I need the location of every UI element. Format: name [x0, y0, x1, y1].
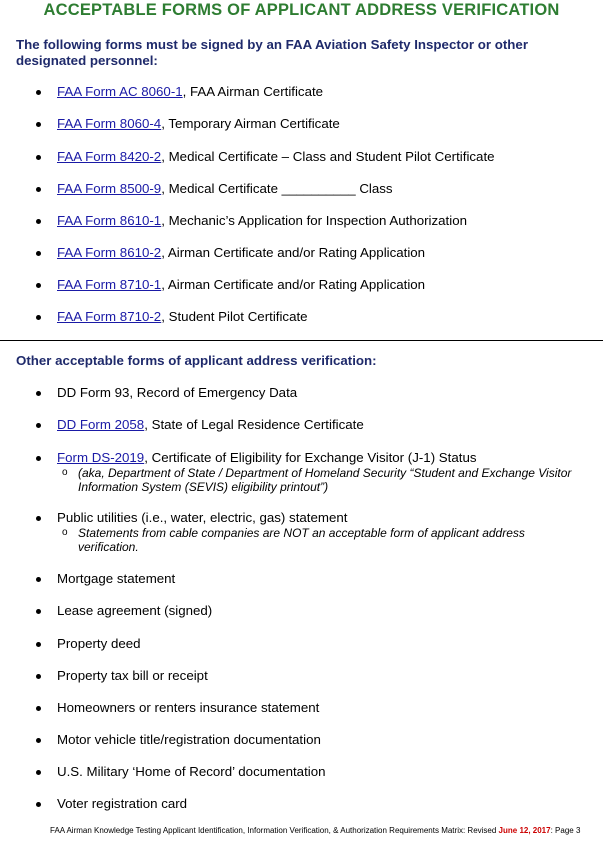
- list-item: [57, 603, 587, 619]
- bullet-icon: [36, 456, 41, 461]
- list-item-text: Homeowners or renters insurance statement: [57, 700, 320, 715]
- bullet-icon: [36, 706, 41, 711]
- section-heading-other-forms: Other acceptable forms of applicant address verification:: [16, 353, 377, 368]
- bullet-icon: [36, 674, 41, 679]
- list-item-text: , Student Pilot Certificate: [161, 309, 308, 324]
- list-item: [57, 417, 587, 433]
- list-item-text: , Mechanic’s Application for Inspection Authorization: [161, 213, 467, 228]
- bullet-icon: [36, 90, 41, 95]
- list-item: [57, 245, 587, 261]
- bullet-icon: [36, 770, 41, 775]
- bullet-icon: [36, 283, 41, 288]
- bullet-icon: [36, 609, 41, 614]
- bullet-icon: [36, 391, 41, 396]
- footer-page-number: : Page 3: [550, 826, 581, 835]
- form-link[interactable]: DD Form 2058: [57, 417, 145, 432]
- list-item-text: Mortgage statement: [57, 571, 176, 586]
- list-item: [57, 636, 587, 652]
- section-divider: [0, 340, 603, 341]
- list-item: [57, 385, 587, 401]
- list-item: [57, 571, 587, 587]
- form-link[interactable]: FAA Form 8610-1: [57, 213, 162, 228]
- form-link[interactable]: FAA Form 8710-1: [57, 277, 162, 292]
- bullet-icon: [36, 423, 41, 428]
- bullet-icon: [36, 802, 41, 807]
- list-item: [57, 796, 587, 812]
- list-item-text: , Temporary Airman Certificate: [161, 116, 340, 131]
- list-item-text: , FAA Airman Certificate: [182, 84, 324, 99]
- list-item-text: Public utilities (i.e., water, electric, gas) statement: [57, 510, 348, 525]
- list-item: [57, 700, 587, 716]
- bullet-icon: [36, 251, 41, 256]
- list-item: [57, 149, 587, 165]
- list-item-text: , Airman Certificate and/or Rating Application: [161, 277, 426, 292]
- bullet-icon: [36, 122, 41, 127]
- bullet-icon: [36, 315, 41, 320]
- list-item-text: , Certificate of Eligibility for Exchange Visitor (J-1) Status: [144, 450, 477, 465]
- bullet-icon: [36, 219, 41, 224]
- list-item: [57, 277, 587, 293]
- list-item: [57, 732, 587, 748]
- list-item: [57, 450, 587, 466]
- list-item-text: , Airman Certificate and/or Rating Application: [161, 245, 426, 260]
- sub-item-text: Statements from cable companies are NOT an acceptable form of applicant address verification.: [78, 526, 525, 554]
- form-link[interactable]: FAA Form 8710-2: [57, 309, 162, 324]
- bullet-icon: [36, 738, 41, 743]
- sub-bullet-icon: o: [62, 467, 68, 478]
- list-item-text: U.S. Military ‘Home of Record’ documentation: [57, 764, 326, 779]
- list-item: [57, 181, 587, 197]
- list-item-text: , Medical Certificate – Class and Student Pilot Certificate: [161, 149, 495, 164]
- bullet-icon: [36, 155, 41, 160]
- form-link[interactable]: FAA Form 8060-4: [57, 116, 162, 131]
- sub-item: [62, 526, 578, 554]
- list-item: [57, 668, 587, 684]
- list-item: [57, 213, 587, 229]
- page-title: ACCEPTABLE FORMS OF APPLICANT ADDRESS VERIFICATION: [43, 1, 560, 19]
- page-footer: [50, 826, 580, 835]
- list-item: [57, 309, 587, 325]
- list-item-text: , State of Legal Residence Certificate: [144, 417, 364, 432]
- list-item: [57, 116, 587, 132]
- sub-item-text: (aka, Department of State / Department of Homeland Security “Student and Exchange Visitor Information System (SEVIS) eligibility printout”): [78, 466, 572, 494]
- list-item-text: Property tax bill or receipt: [57, 668, 208, 683]
- bullet-icon: [36, 516, 41, 521]
- footer-revised-date: June 12, 2017: [498, 826, 551, 835]
- list-item-text: Motor vehicle title/registration documentation: [57, 732, 321, 747]
- list-item-text: Voter registration card: [57, 796, 188, 811]
- list-item-text: , Medical Certificate __________ Class: [161, 181, 393, 196]
- form-link[interactable]: Form DS-2019: [57, 450, 145, 465]
- form-link[interactable]: FAA Form 8610-2: [57, 245, 162, 260]
- form-link[interactable]: FAA Form AC 8060-1: [57, 84, 183, 99]
- list-item-text: Property deed: [57, 636, 141, 651]
- form-link[interactable]: FAA Form 8500-9: [57, 181, 162, 196]
- list-item: [57, 510, 587, 526]
- list-item-text: Lease agreement (signed): [57, 603, 213, 618]
- form-link[interactable]: FAA Form 8420-2: [57, 149, 162, 164]
- list-item-text: DD Form 93, Record of Emergency Data: [57, 385, 298, 400]
- list-item: [57, 764, 587, 780]
- bullet-icon: [36, 577, 41, 582]
- section-heading-signed-forms: The following forms must be signed by an FAA Aviation Safety Inspector or other designated personnel:: [16, 37, 528, 68]
- sub-item: [62, 466, 578, 494]
- footer-text: FAA Airman Knowledge Testing Applicant Identification, Information Verification, & Authorization Requirements Matrix: Revised: [50, 826, 499, 835]
- bullet-icon: [36, 187, 41, 192]
- list-item: [57, 84, 587, 100]
- sub-bullet-icon: o: [62, 527, 68, 538]
- bullet-icon: [36, 642, 41, 647]
